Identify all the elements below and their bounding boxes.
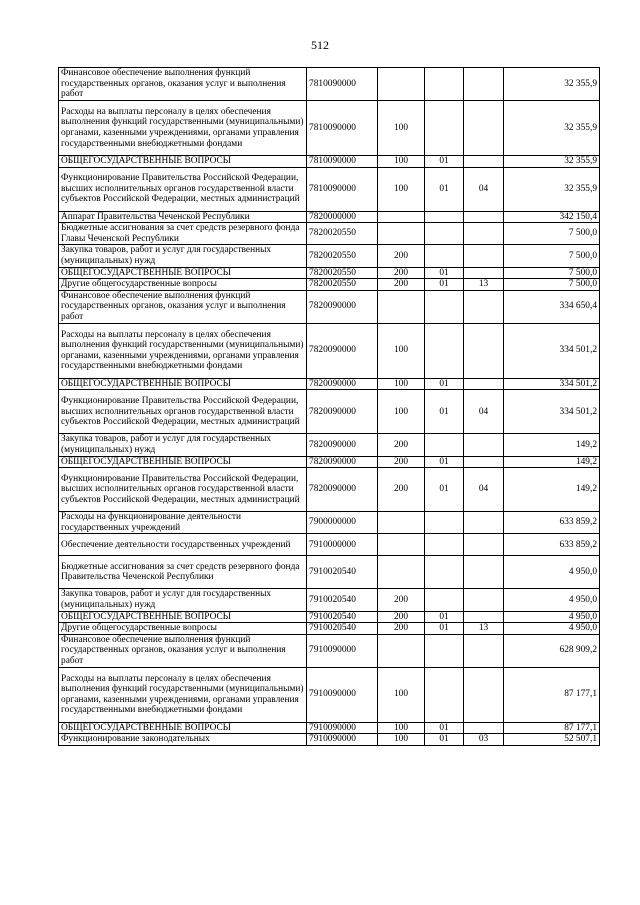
row-subsection-cell — [464, 534, 504, 556]
row-section-cell — [425, 68, 464, 101]
row-subsection-cell — [464, 101, 504, 156]
row-section-cell: 01 — [425, 378, 464, 390]
row-amount-cell: 633 859,2 — [504, 512, 600, 534]
table-row — [59, 534, 600, 556]
row-subsection-cell: 04 — [464, 468, 504, 512]
row-section-cell — [425, 589, 464, 611]
row-amount-cell: 4 950,0 — [504, 623, 600, 635]
row-target-article-cell: 7910020540 — [307, 623, 378, 635]
row-amount-cell: 7 500,0 — [504, 245, 600, 267]
row-subsection-cell — [464, 245, 504, 267]
row-section-cell — [425, 323, 464, 378]
row-section-cell — [425, 290, 464, 323]
page-number: 512 — [311, 38, 329, 52]
row-expense-type-cell: 100 — [378, 390, 425, 434]
row-subsection-cell — [464, 611, 504, 623]
row-section-cell — [425, 211, 464, 223]
row-subsection-cell — [464, 667, 504, 722]
row-expense-type-cell — [378, 290, 425, 323]
row-section-cell — [425, 556, 464, 589]
row-name-cell: Закупка товаров, работ и услуг для государственных (муниципальных) нужд — [59, 434, 307, 456]
row-subsection-cell — [464, 556, 504, 589]
row-amount-cell: 7 500,0 — [504, 267, 600, 279]
table-row — [59, 512, 600, 534]
row-subsection-cell: 13 — [464, 279, 504, 291]
row-name-cell: Другие общегосударственные вопросы — [59, 623, 307, 635]
row-target-article-cell: 7910090000 — [307, 734, 378, 746]
row-name-cell: Другие общегосударственные вопросы — [59, 279, 307, 291]
table-row — [59, 611, 600, 623]
row-name-cell: ОБЩЕГОСУДАРСТВЕННЫЕ ВОПРОСЫ — [59, 156, 307, 168]
table-row — [59, 223, 600, 245]
row-target-article-cell: 7820090000 — [307, 323, 378, 378]
row-amount-cell: 4 950,0 — [504, 611, 600, 623]
table-row — [59, 734, 600, 746]
row-expense-type-cell — [378, 534, 425, 556]
row-expense-type-cell: 200 — [378, 434, 425, 456]
table-row — [59, 722, 600, 734]
table-row — [59, 556, 600, 589]
row-section-cell: 01 — [425, 611, 464, 623]
row-target-article-cell: 7910020540 — [307, 611, 378, 623]
table-row — [59, 245, 600, 267]
row-section-cell: 01 — [425, 722, 464, 734]
table-row — [59, 623, 600, 635]
table-row — [59, 279, 600, 291]
row-target-article-cell: 7820090000 — [307, 468, 378, 512]
row-expense-type-cell: 200 — [378, 267, 425, 279]
row-subsection-cell — [464, 512, 504, 534]
row-target-article-cell: 7910090000 — [307, 722, 378, 734]
row-expense-type-cell — [378, 68, 425, 101]
row-amount-cell: 32 355,9 — [504, 167, 600, 211]
row-name-cell: ОБЩЕГОСУДАРСТВЕННЫЕ ВОПРОСЫ — [59, 722, 307, 734]
row-section-cell: 01 — [425, 156, 464, 168]
row-amount-cell: 334 501,2 — [504, 378, 600, 390]
table-row — [59, 634, 600, 667]
row-expense-type-cell — [378, 211, 425, 223]
row-subsection-cell — [464, 68, 504, 101]
row-expense-type-cell: 200 — [378, 468, 425, 512]
row-subsection-cell — [464, 223, 504, 245]
table-row — [59, 101, 600, 156]
row-name-cell: Функционирование Правительства Российской Федерации, высших исполнительных органов государственной власти субъектов Российской Федерации, местных администраций — [59, 390, 307, 434]
row-target-article-cell: 7810090000 — [307, 167, 378, 211]
row-name-cell: ОБЩЕГОСУДАРСТВЕННЫЕ ВОПРОСЫ — [59, 267, 307, 279]
row-subsection-cell — [464, 634, 504, 667]
row-expense-type-cell: 200 — [378, 456, 425, 468]
row-expense-type-cell: 100 — [378, 734, 425, 746]
row-subsection-cell: 03 — [464, 734, 504, 746]
row-name-cell: ОБЩЕГОСУДАРСТВЕННЫЕ ВОПРОСЫ — [59, 378, 307, 390]
table-row — [59, 68, 600, 101]
row-expense-type-cell: 100 — [378, 378, 425, 390]
row-section-cell — [425, 667, 464, 722]
row-amount-cell: 7 500,0 — [504, 279, 600, 291]
row-expense-type-cell: 100 — [378, 323, 425, 378]
row-section-cell — [425, 534, 464, 556]
row-name-cell: Финансовое обеспечение выполнения функций государственных органов, оказания услуг и выполнения работ — [59, 634, 307, 667]
row-target-article-cell: 7820090000 — [307, 378, 378, 390]
row-amount-cell: 87 177,1 — [504, 667, 600, 722]
row-target-article-cell: 7820020550 — [307, 223, 378, 245]
row-name-cell: Аппарат Правительства Чеченской Республики — [59, 211, 307, 223]
row-section-cell — [425, 101, 464, 156]
table-row — [59, 167, 600, 211]
row-subsection-cell: 13 — [464, 623, 504, 635]
row-section-cell — [425, 245, 464, 267]
row-amount-cell: 334 501,2 — [504, 390, 600, 434]
budget-table-body — [59, 68, 600, 746]
row-target-article-cell: 7820090000 — [307, 456, 378, 468]
row-name-cell: Бюджетные ассигнования за счет средств резервного фонда Главы Чеченской Республики — [59, 223, 307, 245]
row-target-article-cell: 7910020540 — [307, 589, 378, 611]
row-subsection-cell — [464, 722, 504, 734]
row-expense-type-cell: 200 — [378, 589, 425, 611]
row-section-cell: 01 — [425, 456, 464, 468]
row-amount-cell: 334 501,2 — [504, 323, 600, 378]
row-expense-type-cell: 200 — [378, 611, 425, 623]
row-amount-cell: 149,2 — [504, 434, 600, 456]
row-target-article-cell: 7820020550 — [307, 267, 378, 279]
row-amount-cell: 633 859,2 — [504, 534, 600, 556]
row-subsection-cell — [464, 456, 504, 468]
row-name-cell: Бюджетные ассигнования за счет средств резервного фонда Правительства Чеченской Республики — [59, 556, 307, 589]
row-target-article-cell: 7820090000 — [307, 390, 378, 434]
row-name-cell: Расходы на выплаты персоналу в целях обеспечения выполнения функций государственными (муниципальными) органами, казенными учреждениями, органами управления государственными внебюджетными фондами — [59, 101, 307, 156]
row-name-cell: Расходы на выплаты персоналу в целях обеспечения выполнения функций государственными (муниципальными) органами, казенными учреждениями, органами управления государственными внебюджетными фондами — [59, 323, 307, 378]
budget-table — [58, 67, 600, 746]
row-target-article-cell: 7810090000 — [307, 156, 378, 168]
row-section-cell: 01 — [425, 267, 464, 279]
row-section-cell — [425, 512, 464, 534]
row-amount-cell: 32 355,9 — [504, 156, 600, 168]
row-name-cell: Финансовое обеспечение выполнения функций государственных органов, оказания услуг и выполнения работ — [59, 68, 307, 101]
row-target-article-cell: 7810090000 — [307, 68, 378, 101]
row-name-cell: ОБЩЕГОСУДАРСТВЕННЫЕ ВОПРОСЫ — [59, 611, 307, 623]
row-amount-cell: 52 507,1 — [504, 734, 600, 746]
row-subsection-cell — [464, 211, 504, 223]
table-row — [59, 434, 600, 456]
row-subsection-cell — [464, 156, 504, 168]
row-target-article-cell: 7820090000 — [307, 434, 378, 456]
row-amount-cell: 87 177,1 — [504, 722, 600, 734]
row-name-cell: Функционирование Правительства Российской Федерации, высших исполнительных органов государственной власти субъектов Российской Федерации, местных администраций — [59, 167, 307, 211]
row-expense-type-cell: 100 — [378, 722, 425, 734]
row-expense-type-cell — [378, 512, 425, 534]
table-row — [59, 267, 600, 279]
row-name-cell: Функционирование законодательных — [59, 734, 307, 746]
row-subsection-cell — [464, 323, 504, 378]
table-row — [59, 468, 600, 512]
row-name-cell: Закупка товаров, работ и услуг для государственных (муниципальных) нужд — [59, 245, 307, 267]
row-expense-type-cell: 100 — [378, 667, 425, 722]
row-expense-type-cell: 200 — [378, 623, 425, 635]
row-section-cell: 01 — [425, 390, 464, 434]
row-expense-type-cell — [378, 634, 425, 667]
row-expense-type-cell: 200 — [378, 245, 425, 267]
row-name-cell: Финансовое обеспечение выполнения функций государственных органов, оказания услуг и выполнения работ — [59, 290, 307, 323]
row-amount-cell: 4 950,0 — [504, 589, 600, 611]
row-section-cell — [425, 434, 464, 456]
row-section-cell: 01 — [425, 468, 464, 512]
row-subsection-cell — [464, 378, 504, 390]
row-name-cell: Расходы на выплаты персоналу в целях обеспечения выполнения функций государственными (муниципальными) органами, казенными учреждениями, органами управления государственными внебюджетными фондами — [59, 667, 307, 722]
table-row — [59, 589, 600, 611]
table-row — [59, 456, 600, 468]
row-expense-type-cell — [378, 223, 425, 245]
table-row — [59, 156, 600, 168]
table-row — [59, 378, 600, 390]
row-amount-cell: 342 150,4 — [504, 211, 600, 223]
row-target-article-cell: 7820020550 — [307, 245, 378, 267]
row-target-article-cell: 7810090000 — [307, 101, 378, 156]
row-target-article-cell: 7820020550 — [307, 279, 378, 291]
row-amount-cell: 7 500,0 — [504, 223, 600, 245]
row-name-cell: Функционирование Правительства Российской Федерации, высших исполнительных органов государственной власти субъектов Российской Федерации, местных администраций — [59, 468, 307, 512]
row-amount-cell: 149,2 — [504, 456, 600, 468]
row-target-article-cell: 7820000000 — [307, 211, 378, 223]
row-subsection-cell — [464, 434, 504, 456]
row-target-article-cell: 7910020540 — [307, 556, 378, 589]
row-subsection-cell — [464, 267, 504, 279]
table-row — [59, 390, 600, 434]
row-expense-type-cell — [378, 556, 425, 589]
row-name-cell: ОБЩЕГОСУДАРСТВЕННЫЕ ВОПРОСЫ — [59, 456, 307, 468]
table-row — [59, 323, 600, 378]
row-expense-type-cell: 100 — [378, 167, 425, 211]
row-subsection-cell: 04 — [464, 167, 504, 211]
row-amount-cell: 149,2 — [504, 468, 600, 512]
row-expense-type-cell: 200 — [378, 279, 425, 291]
row-section-cell — [425, 634, 464, 667]
row-amount-cell: 4 950,0 — [504, 556, 600, 589]
row-expense-type-cell: 100 — [378, 156, 425, 168]
row-subsection-cell — [464, 290, 504, 323]
row-amount-cell: 32 355,9 — [504, 101, 600, 156]
row-section-cell: 01 — [425, 623, 464, 635]
row-target-article-cell: 7910000000 — [307, 534, 378, 556]
row-name-cell: Обеспечение деятельности государственных учреждений — [59, 534, 307, 556]
row-target-article-cell: 7820090000 — [307, 290, 378, 323]
row-section-cell: 01 — [425, 167, 464, 211]
row-target-article-cell: 7910090000 — [307, 634, 378, 667]
row-section-cell: 01 — [425, 279, 464, 291]
row-amount-cell: 32 355,9 — [504, 68, 600, 101]
row-name-cell: Закупка товаров, работ и услуг для государственных (муниципальных) нужд — [59, 589, 307, 611]
row-subsection-cell — [464, 589, 504, 611]
row-amount-cell: 334 650,4 — [504, 290, 600, 323]
row-section-cell — [425, 223, 464, 245]
row-expense-type-cell: 100 — [378, 101, 425, 156]
table-row — [59, 290, 600, 323]
table-row — [59, 211, 600, 223]
row-target-article-cell: 7900000000 — [307, 512, 378, 534]
table-row — [59, 667, 600, 722]
row-name-cell: Расходы на функционирование деятельности государственных учреждений — [59, 512, 307, 534]
row-amount-cell: 628 909,2 — [504, 634, 600, 667]
row-subsection-cell: 04 — [464, 390, 504, 434]
row-section-cell: 01 — [425, 734, 464, 746]
row-target-article-cell: 7910090000 — [307, 667, 378, 722]
